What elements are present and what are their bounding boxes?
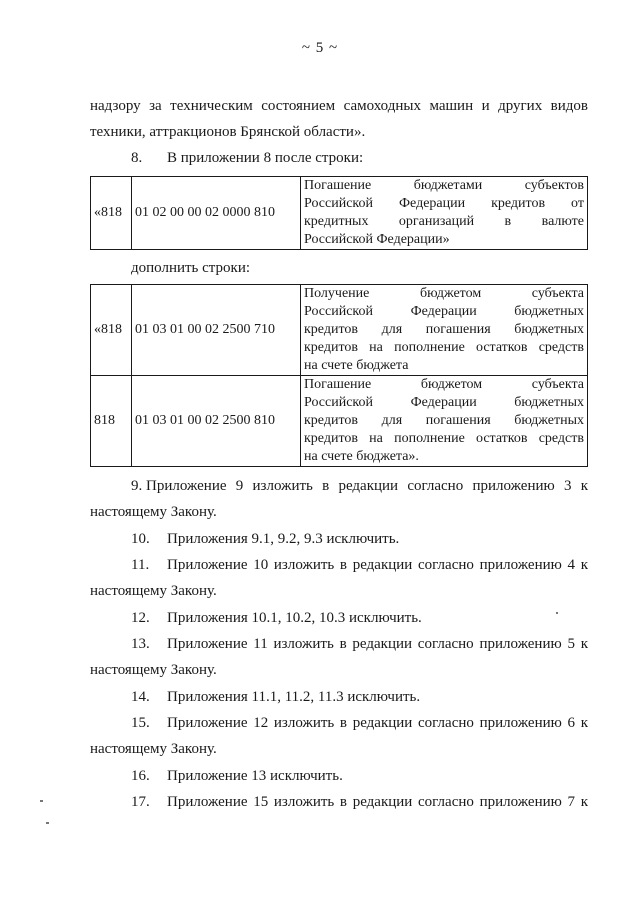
description-line: на счете бюджета». [304,449,419,464]
item-15-number: 15. [131,715,150,731]
item-11-number: 11. [131,557,150,573]
description-line: кредитов на пополнение остатков средств [304,431,584,446]
scan-speck [46,822,49,824]
item-16-number: 16. [131,768,150,784]
item-17-number: 17. [131,794,150,810]
intro-line-2: техники, аттракционов Брянской области». [90,124,366,140]
table-cell-admin-code: «818 [91,285,132,376]
table-cell-description [301,376,588,467]
scan-speck [40,800,43,802]
table-cell-budget-code: 01 03 01 00 02 2500 810 [132,376,301,467]
item-13-number: 13. [131,636,150,652]
description-line: Погашение бюджетами субъектов [304,178,584,193]
table-row [91,376,588,467]
item-16-text: Приложение 13 исключить. [167,768,343,784]
description-line: Погашение бюджетом субъекта [304,377,584,392]
item-10-number: 10. [131,531,150,547]
item-12-number: 12. [131,610,150,626]
table-cell-budget-code: 01 03 01 00 02 2500 710 [132,285,301,376]
page-number: ~ 5 ~ [301,40,339,56]
table-cell-admin-code: «818 [91,177,132,250]
item-9-number: 9. [131,478,143,494]
item-13-line-1: Приложение 11 изложить в редакции согласно приложению 5 к [167,636,588,652]
table-cell-admin-code: 818 [91,376,132,467]
item-11-line-2: настоящему Закону. [90,583,217,599]
item-17-line-1: Приложение 15 изложить в редакции согласно приложению 7 к [167,794,588,810]
item-15-line-2: настоящему Закону. [90,741,217,757]
item-14-number: 14. [131,689,150,705]
table-row [91,285,588,376]
item-8-text: В приложении 8 после строки: [167,150,364,166]
description-line: Российской Федерации бюджетных [304,304,584,319]
item-10-text: Приложения 9.1, 9.2, 9.3 исключить. [167,531,400,547]
add-rows-text: дополнить строки: [131,260,251,276]
description-line: кредитов для погашения бюджетных [304,322,584,337]
description-line: Российской Федерации кредитов от [304,196,584,211]
description-line: Получение бюджетом субъекта [304,286,584,301]
item-13-line-2: настоящему Закону. [90,662,217,678]
table-cell-description [301,177,588,250]
intro-line-1: надзору за техническим состоянием самоходных машин и других видов [90,98,588,114]
table-row [91,177,588,250]
description-line: на счете бюджета [304,358,409,373]
item-12-text: Приложения 10.1, 10.2, 10.3 исключить. [167,610,422,626]
description-line: кредитов на пополнение остатков средств [304,340,584,355]
table-cell-budget-code: 01 02 00 00 02 0000 810 [132,177,301,250]
description-line: Российской Федерации бюджетных [304,395,584,410]
item-9-line-1: Приложение 9 изложить в редакции согласно приложению 3 к [146,478,588,494]
table-before-row [90,176,588,250]
scan-speck [556,612,558,614]
item-9-line-2: настоящему Закону. [90,504,217,520]
item-15-line-1: Приложение 12 изложить в редакции согласно приложению 6 к [167,715,588,731]
table-added-rows [90,284,588,467]
description-line: Российской Федерации» [304,232,450,247]
item-11-line-1: Приложение 10 изложить в редакции согласно приложению 4 к [167,557,588,573]
description-line: кредитных организаций в валюте [304,214,584,229]
table-cell-description [301,285,588,376]
item-8-number: 8. [131,150,143,166]
description-line: кредитов для погашения бюджетных [304,413,584,428]
item-14-text: Приложения 11.1, 11.2, 11.3 исключить. [167,689,421,705]
